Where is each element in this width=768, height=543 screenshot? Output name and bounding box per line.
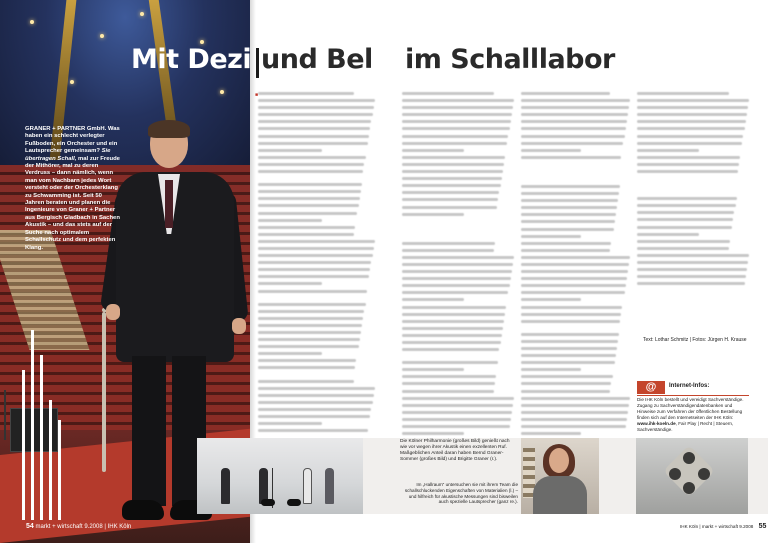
text-line: [521, 320, 620, 323]
text-line: [402, 348, 499, 351]
text-line: [258, 149, 322, 152]
text-line: [521, 113, 628, 116]
text-line: [521, 411, 628, 414]
intro-rest: mal zur Freude der Mithörer, mal zu deren Verdruss – dann nämlich, wenn man vom Nachbarn jedes Wort versteht oder der Orchesterklang zu Schwamming ist. Seit 50 Jahren beraten und planen die Ingenieure von Graner + Partner aus Bergisch Gladbach in Sachen Akustik – und das stets auf der Suche nach optimalem Schallschutz und dem perfekten Klang.: [25, 155, 120, 251]
text-line: [521, 106, 629, 109]
text-line: [258, 422, 322, 425]
paragraph-gap: [258, 297, 375, 303]
text-line: [402, 277, 511, 280]
text-line: [258, 345, 359, 348]
text-line: [258, 331, 361, 334]
text-line: [402, 270, 512, 273]
text-line: [521, 340, 618, 343]
text-line: [521, 120, 627, 123]
text-line: [521, 306, 622, 309]
text-line: [258, 394, 374, 397]
text-line: [258, 156, 366, 159]
text-line: [258, 204, 359, 207]
headline-part-3: im Schalllabor: [405, 44, 615, 75]
text-line: [258, 303, 366, 306]
text-line: [521, 213, 616, 216]
paragraph-gap: [521, 327, 630, 333]
page-number-left: 54: [26, 523, 34, 530]
woman-portrait-photo: [521, 438, 599, 514]
text-line: [521, 347, 617, 350]
text-line: [521, 270, 628, 273]
text-line: [402, 382, 495, 385]
text-line: [637, 163, 739, 166]
text-line: [402, 120, 511, 123]
text-line: [402, 327, 503, 330]
text-line: [258, 254, 373, 257]
text-line: [258, 197, 360, 200]
paragraph-gap: [258, 374, 375, 380]
text-line: [402, 191, 499, 194]
text-line: [258, 92, 354, 95]
text-line: [402, 411, 512, 414]
text-line: [521, 425, 626, 428]
text-line: [402, 341, 501, 344]
text-line: [637, 247, 729, 250]
text-line: [258, 127, 370, 130]
text-line: [637, 197, 737, 200]
text-line: [402, 149, 464, 152]
headline-part-1: Mit Dezi: [131, 44, 252, 75]
intro-lead: GRANER + PARTNER GmbH. Was haben ein schlecht verlegter Fußboden, ein Orchester und ein Lautsprecher gemeinsam?: [25, 126, 120, 155]
text-line: [402, 198, 498, 201]
text-line: [637, 92, 729, 95]
intro-emphasis: Sie übertragen Schall,: [25, 148, 111, 162]
text-line: [258, 352, 322, 355]
text-line: [258, 387, 375, 390]
text-line: [521, 397, 630, 400]
text-line: [258, 261, 371, 264]
text-line: [637, 113, 747, 116]
spotlight: [70, 80, 74, 84]
text-line: [521, 99, 630, 102]
text-line: [258, 106, 374, 109]
text-line: [402, 418, 511, 421]
text-line: [402, 206, 497, 209]
text-line: [521, 354, 616, 357]
text-line: [258, 190, 361, 193]
text-line: [258, 380, 354, 383]
text-line: [521, 220, 615, 223]
text-line: [637, 268, 747, 271]
headline-part-2: und Bel: [261, 44, 373, 75]
body-column-2: [402, 92, 514, 446]
text-line: [521, 185, 620, 188]
text-line: [402, 368, 464, 371]
intro-text: [25, 126, 122, 252]
railing: [102, 312, 106, 472]
text-line: [637, 149, 699, 152]
text-line: [637, 106, 748, 109]
paragraph-gap: [637, 177, 749, 197]
spotlight: [140, 12, 144, 16]
text-line: [637, 135, 743, 138]
text-line: [402, 313, 505, 316]
text-line: [402, 256, 514, 259]
text-line: [637, 211, 734, 214]
text-line: [521, 277, 627, 280]
internet-info-title: Internet-Infos:: [669, 383, 710, 389]
text-line: [637, 156, 740, 159]
text-line: [402, 263, 513, 266]
text-line: [402, 432, 464, 435]
text-line: [637, 99, 749, 102]
magazine-name-right: markt + wirtschaft 9.2008: [701, 524, 754, 529]
text-line: [521, 156, 621, 159]
text-line: [258, 240, 375, 243]
paragraph-gap: [402, 220, 514, 242]
text-line: [402, 425, 510, 428]
text-line: [258, 366, 355, 369]
photo-credit: Text: Lothar Schmitz | Fotos: Jürgen H. Krause: [643, 337, 747, 343]
text-line: [402, 284, 510, 287]
text-line: [637, 204, 736, 207]
text-line: [402, 113, 512, 116]
text-line: [402, 170, 503, 173]
text-line: [637, 170, 738, 173]
at-sign-icon: @: [637, 381, 665, 394]
text-line: [258, 290, 367, 293]
page-number-right: 55: [758, 523, 767, 530]
text-line: [402, 177, 502, 180]
text-line: [258, 310, 364, 313]
spotlight: [100, 34, 104, 38]
text-line: [402, 92, 494, 95]
text-line: [258, 113, 373, 116]
text-line: [521, 192, 619, 195]
text-line: [402, 142, 507, 145]
text-line: [258, 408, 371, 411]
text-line: [258, 268, 370, 271]
text-line: [258, 324, 362, 327]
text-line: [402, 184, 501, 187]
text-line: [521, 206, 617, 209]
text-line: [521, 404, 629, 407]
divider: [637, 395, 749, 396]
text-line: [258, 226, 355, 229]
text-line: [258, 247, 374, 250]
text-line: [637, 218, 733, 221]
text-line: [402, 163, 504, 166]
text-line: [258, 317, 363, 320]
text-line: [258, 415, 370, 418]
text-line: [521, 390, 610, 393]
text-line: [402, 156, 505, 159]
text-line: [637, 282, 745, 285]
text-line: [258, 219, 322, 222]
body-column-3: [521, 92, 630, 446]
text-line: [521, 313, 621, 316]
caption-philharmonie: Die Kölner Philharmonie (großes Bild) genießt nach wie vor wegen ihrer Akustik einen exzellenten Ruf. Maßgeblichen Anteil daran haben Bernd Graner-Sommer (großes Bild) und Brigitte Graner (r.).: [400, 439, 510, 462]
text-line: [521, 228, 614, 231]
text-line: [258, 212, 357, 215]
text-line: [521, 92, 610, 95]
text-line: [521, 291, 625, 294]
headline-divider: [256, 48, 259, 78]
text-line: [258, 233, 354, 236]
lab-team-photo: [197, 438, 363, 514]
magazine-name-left: markt + wirtschaft 9.2008: [35, 524, 103, 530]
internet-info-text: Die IHK Köln bestellt und vereidigt Sachverständige. Zugang zu Sachverständigendatenbanken und Hinweise zum Verfahren der öffentlichen Bestellung finden sich auf den Internetseiten der IHK Köln: www.ihk-koeln.de, Fair Play | Recht | Steuern, Sachverständige.: [637, 397, 744, 432]
text-line: [258, 282, 322, 285]
text-line: [258, 183, 362, 186]
text-line: [402, 99, 514, 102]
text-line: [402, 127, 510, 130]
text-line: [521, 333, 619, 336]
caption-hallraum: Im „Hallraum" untersuchen sie mit ihrem Team die schallschluckenden Eigenschaften von Materialien (l.) – und hilfreich für akustische Messungen sind bisweilen auch spezielle Lautsprecher (ganz re.).: [404, 482, 518, 505]
text-line: [402, 306, 506, 309]
text-line: [258, 401, 373, 404]
speaker-cube-photo: [636, 438, 748, 514]
text-line: [402, 135, 508, 138]
text-line: [637, 261, 748, 264]
text-line: [402, 213, 464, 216]
text-line: [521, 249, 610, 252]
text-line: [521, 149, 581, 152]
text-line: [521, 199, 618, 202]
text-line: [402, 291, 508, 294]
text-line: [258, 359, 356, 362]
text-line: [402, 242, 495, 245]
red-square-marker-icon: ■: [255, 92, 259, 98]
text-line: [637, 142, 742, 145]
text-line: [637, 233, 699, 236]
text-line: [258, 135, 369, 138]
text-line: [402, 390, 494, 393]
text-line: [521, 256, 630, 259]
text-line: [402, 249, 494, 252]
text-line: [521, 263, 629, 266]
text-line: [637, 275, 746, 278]
text-line: [521, 382, 611, 385]
text-line: [521, 432, 581, 435]
text-line: [521, 235, 581, 238]
text-line: [402, 397, 514, 400]
text-line: [258, 120, 371, 123]
text-line: [521, 375, 613, 378]
text-line: [637, 120, 746, 123]
text-line: [402, 375, 496, 378]
text-line: [402, 361, 498, 364]
text-line: [258, 429, 368, 432]
text-line: [258, 338, 360, 341]
text-line: [637, 240, 730, 243]
org-left: IHK Köln: [107, 524, 132, 530]
text-line: [637, 127, 745, 130]
text-line: [521, 368, 581, 371]
text-line: [258, 99, 375, 102]
text-line: [402, 320, 504, 323]
text-line: [258, 170, 363, 173]
paragraph-gap: [521, 163, 630, 185]
text-line: [258, 163, 364, 166]
text-line: [521, 361, 615, 364]
speaker-stand: [4, 390, 6, 440]
text-line: [637, 254, 749, 257]
text-line: [521, 298, 581, 301]
graner-logo-bars: [22, 330, 72, 520]
text-line: [258, 142, 368, 145]
text-line: [521, 142, 623, 145]
text-line: [402, 404, 513, 407]
footer-left: 54 markt + wirtschaft 9.2008 | IHK Köln: [26, 523, 132, 530]
text-line: [521, 127, 626, 130]
footer-right: IHK Köln | markt + wirtschaft 9.2008 55: [680, 523, 767, 530]
text-line: [402, 298, 464, 301]
text-line: [521, 418, 627, 421]
body-column-4: [637, 92, 749, 289]
text-line: [402, 106, 513, 109]
text-line: [402, 334, 502, 337]
spotlight: [220, 90, 224, 94]
ihk-link[interactable]: www.ihk-koeln.de: [637, 421, 676, 426]
text-line: [521, 135, 625, 138]
org-right: IHK Köln: [680, 524, 699, 529]
text-line: [521, 242, 611, 245]
spotlight: [30, 20, 34, 24]
text-line: [637, 226, 732, 229]
text-line: [521, 284, 626, 287]
body-column-1: [258, 92, 375, 436]
text-line: [258, 275, 369, 278]
